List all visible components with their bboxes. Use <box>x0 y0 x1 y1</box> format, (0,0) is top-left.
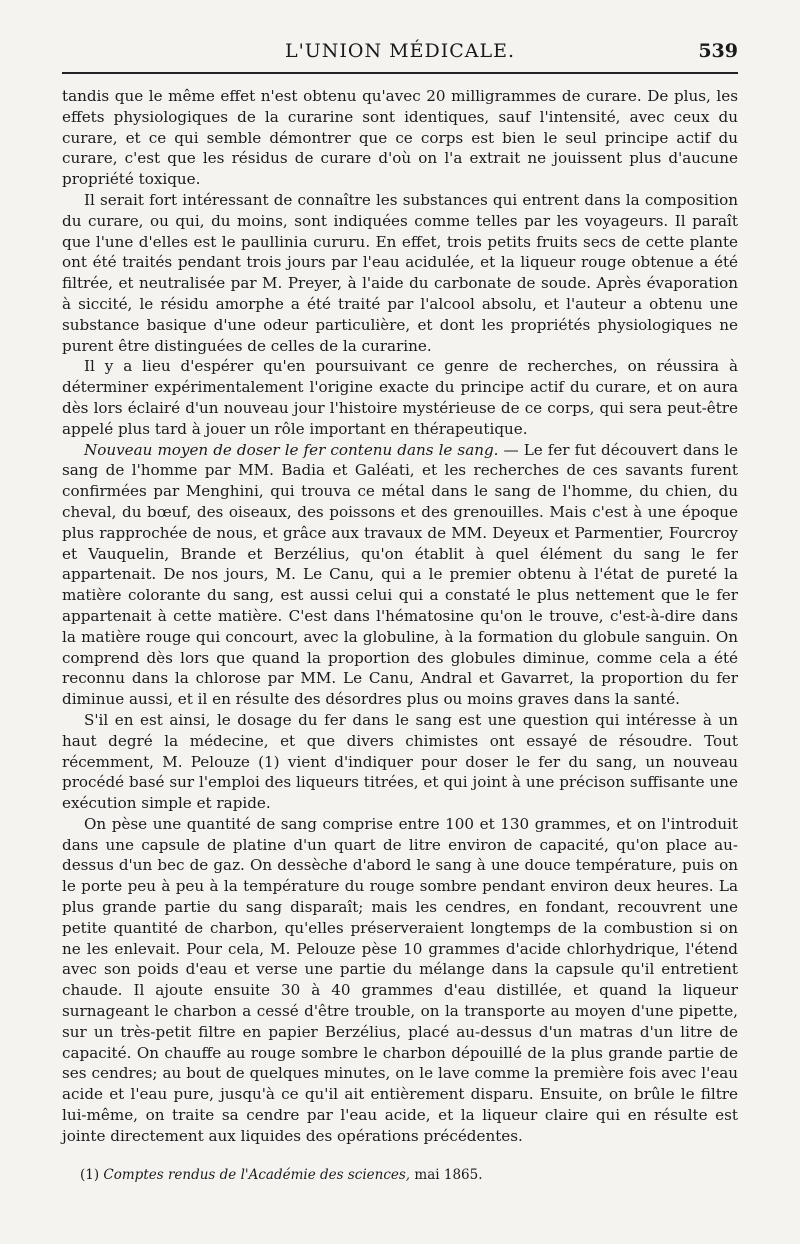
article-body <box>62 86 738 1147</box>
section-heading: Nouveau moyen de doser le fer contenu dans le sang. <box>84 440 499 459</box>
footnote <box>80 1166 738 1184</box>
paragraph: tandis que le même effet n'est obtenu qu'avec 20 milligrammes de curare. De plus, les effets physiologiques de la curarine sont identiques, sauf l'intensité, avec ceux du curare, et ce qui semble démontrer que ce corps est bien le seul principe actif du curare, c'est que les résidus de curare d'où on l'a extrait ne jouissent plus d'aucune propriété toxique. <box>62 87 738 189</box>
paragraph: Il serait fort intéressant de connaître les substances qui entrent dans la composition du curare, ou qui, du moins, sont indiquées comme telles par les voyageurs. Il paraît que l'une d'elles est le paullinia cururu. En effet, trois petits fruits secs de cette plante ont été traités pendant trois jours par l'eau acidulée, et la liqueur rouge obtenue a été filtrée, et neutralisée par M. Preyer, à l'aide du carbonate de soude. Après évaporation à siccité, le résidu amorphe a été traité par l'alcool absolu, et l'auteur a obtenu une substance basique d'une odeur particulière, et dont les propriétés physiologiques ne purent être distinguées de celles de la curarine. <box>62 190 738 355</box>
paragraph-text: — Le fer fut découvert dans le sang de l'homme par MM. Badia et Galéati, et les recherches de ces savants furent confirmées par Menghini, qui trouva ce métal dans le sang de l'homme, du chien, du cheval, du bœuf, des oiseaux, des poissons et des grenouilles. Mais c'est à une époque plus rapprochée de nous, et grâce aux travaux de MM. Deyeux et Parmentier, Fourcroy et Vauquelin, Brande et Berzélius, qu'on établit à quel élément du sang le fer appartenait. De nos jours, M. Le Canu, qui a le premier obtenu à l'état de pureté la matière colorante du sang, est aussi celui qui a constaté le plus nettement que le fer appartenait à cette matière. C'est dans l'hématosine qu'on le trouve, c'est-à-dire dans la matière rouge qui concourt, avec la globuline, à la formation du globule sanguin. On comprend dès lors que quand la proportion des globules diminue, comme cela a été reconnu dans la chlorose par MM. Le Canu, Andral et Gavarret, la proportion du fer diminue aussi, et il en résulte des désordres plus ou moins graves dans la santé. <box>62 440 738 709</box>
journal-title: L'UNION MÉDICALE. <box>284 40 516 62</box>
paragraph <box>62 440 738 710</box>
running-header <box>62 40 738 70</box>
footnote-source: Comptes rendus de l'Académie des sciences, <box>103 1167 411 1183</box>
footnote-date: mai 1865. <box>414 1167 483 1183</box>
page-number: 539 <box>698 40 738 62</box>
paragraph: S'il en est ainsi, le dosage du fer dans le sang est une question qui intéresse à un haut degré la médecine, et que divers chimistes ont essayé de résoudre. Tout récemment, M. Pelouze (1) vient d'indiquer pour doser le fer du sang, un nouveau procédé basé sur l'emploi des liqueurs titrées, et qui joint à une précison suffisante une exécution simple et rapide. <box>62 710 738 813</box>
paragraph: Il y a lieu d'espérer qu'en poursuivant ce genre de recherches, on réussira à déterminer expérimentalement l'origine exacte du principe actif du curare, et on aura dès lors éclairé d'un nouveau jour l'histoire mystérieuse de ce corps, qui sera peut-être appelé plus tard à jouer un rôle important en thérapeutique. <box>62 357 738 438</box>
paragraph: On pèse une quantité de sang comprise entre 100 et 130 grammes, et on l'introduit dans une capsule de platine d'un quart de litre environ de capacité, qu'on place au-dessus d'un bec de gaz. On dessèche d'abord le sang à une douce température, puis on le porte peu à peu à la température du rouge sombre pendant environ deux heures. La plus grande partie du sang disparaît; mais les cendres, en fondant, recouvrent une petite quantité de charbon, qu'elles préserveraient longtemps de la combustion si on ne les enlevait. Pour cela, M. Pelouze pèse 10 grammes d'acide chlorhydrique, l'étend avec son poids d'eau et verse une partie du mélange dans la capsule qu'il entretient chaude. Il ajoute ensuite 30 à 40 grammes d'eau distillée, et quand la liqueur surnageant le charbon a cessé d'être trouble, on la transporte au moyen d'une pipette, sur un très-petit filtre en papier Berzélius, placé au-dessus d'un matras d'un litre de capacité. On chauffe au rouge sombre le charbon dépouillé de la plus grande partie de ses cendres; au bout de quelques minutes, on le lave comme la première fois avec l'eau acide et l'eau pure, jusqu'à ce qu'il ait entièrement disparu. Ensuite, on brûle le filtre lui-même, on traite sa cendre par l'eau acide, et la liqueur claire qui en résulte est jointe directement aux liquides des opérations précédentes. <box>62 814 738 1145</box>
header-rule <box>62 72 738 74</box>
footnote-marker: (1) <box>80 1167 100 1183</box>
